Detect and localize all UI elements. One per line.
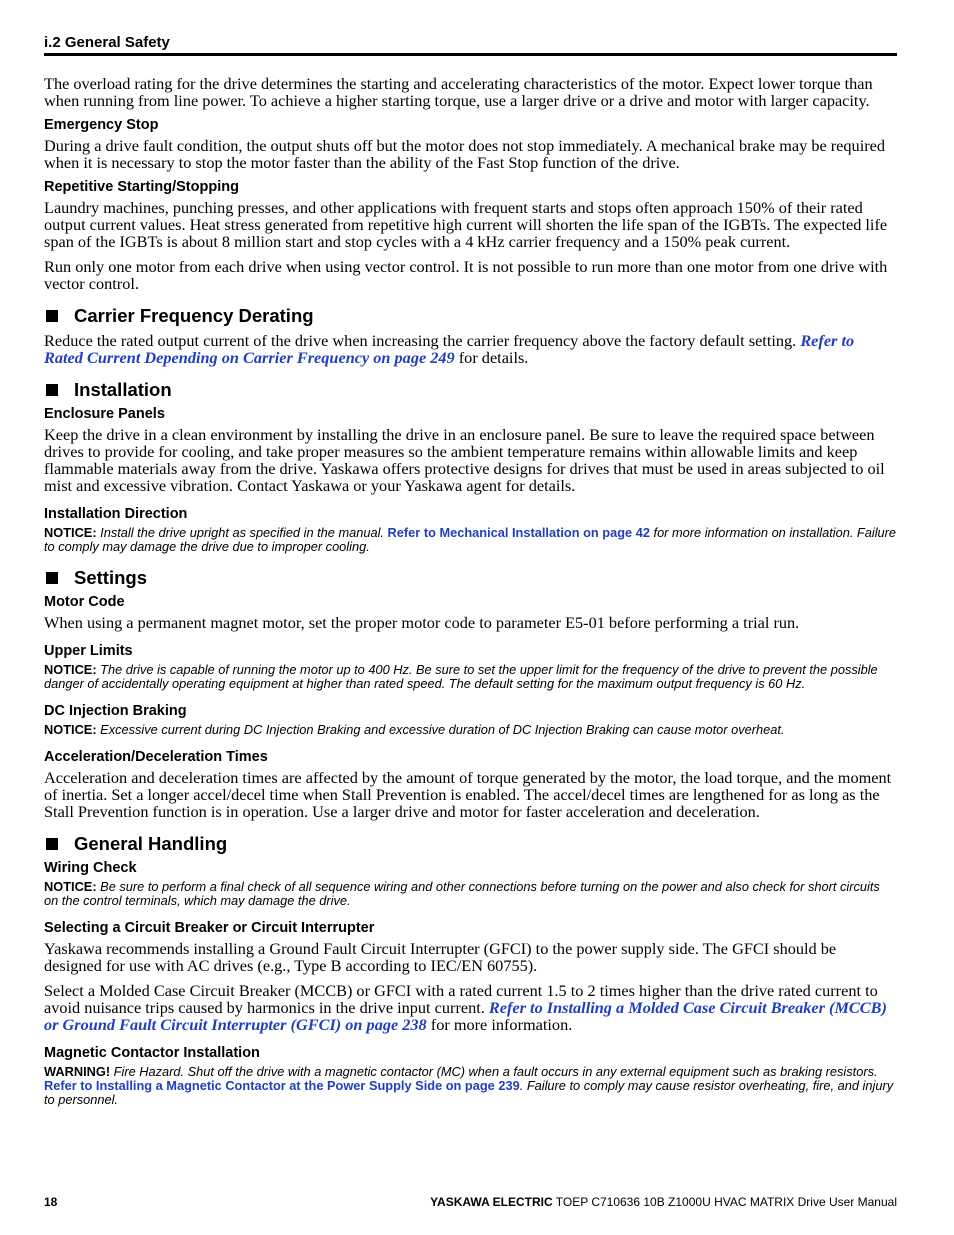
upper-limits-notice: [44, 663, 897, 691]
wiring-check-heading: Wiring Check: [44, 860, 137, 876]
general-handling-heading: [44, 833, 897, 855]
repetitive-heading: Repetitive Starting/Stopping: [44, 179, 239, 195]
wiring-check-notice: [44, 880, 897, 908]
manual-name: TOEP C710636 10B Z1000U HVAC MATRIX Drive User Manual: [552, 1195, 897, 1209]
repetitive-paragraph-2: Run only one motor from each drive when using vector control. It is not possible to run more than one motor from one drive with vector control.: [44, 257, 888, 293]
breaker-text: Select a Molded Case Circuit Breaker (MCCB) or GFCI with a rated current 1.5 to 2 times higher than the drive rated current to avoid nuisance trips caused by harmonics in the drive input current.: [44, 981, 878, 1017]
emergency-stop-heading: Emergency Stop: [44, 117, 159, 133]
page-number: 18: [44, 1195, 58, 1209]
motor-code-heading: Motor Code: [44, 594, 125, 610]
notice-label: NOTICE:: [44, 722, 97, 737]
carrier-frequency-heading: [44, 305, 897, 327]
mechanical-installation-link[interactable]: Refer to Mechanical Installation on page 42: [387, 525, 650, 540]
notice-text-end: for more information on installation. Failure to comply may damage the drive due to improper cooling.: [44, 525, 897, 554]
dc-injection-notice: [44, 723, 897, 737]
settings-title: Settings: [74, 567, 147, 588]
settings-heading: [44, 567, 897, 589]
notice-text: The drive is capable of running the motor up to 400 Hz. Be sure to set the upper limit for the frequency of the drive to prevent the possible danger of accidentally operating equipment at higher than rated speed. The default setting for the maximum output frequency is 60 Hz.: [44, 662, 878, 691]
upper-limits-heading: Upper Limits: [44, 643, 133, 659]
mccb-gfci-link[interactable]: Refer to Installing a Molded Case Circuit Breaker (MCCB) or Ground Fault Circuit Interrupter (GFCI) on page 238: [44, 998, 887, 1034]
emergency-stop-paragraph: During a drive fault condition, the output shuts off but the motor does not stop immediately. A mechanical brake may be required when it is necessary to stop the motor faster than the ability of the Fast Stop function of the drive.: [44, 136, 886, 172]
carrier-frequency-title: Carrier Frequency Derating: [74, 305, 314, 326]
magnetic-contactor-link[interactable]: Refer to Installing a Magnetic Contactor at the Power Supply Side on page 239: [44, 1078, 520, 1093]
breaker-text-end: for more information.: [426, 1015, 573, 1034]
repetitive-paragraph-1: Laundry machines, punching presses, and other applications with frequent starts and stops often approach 150% of their rated output current values. Heat stress generated from repetitive high current will shorten the life span of the IGBTs. The expected life span of the IGBTs is about 8 million start and stop cycles with a 4 kHz carrier frequency and a 150% peak current.: [44, 198, 888, 251]
carrier-link[interactable]: Refer to Rated Current Depending on Carrier Frequency on page 249: [44, 331, 855, 367]
square-bullet-icon: [46, 310, 58, 322]
page-content: [44, 75, 897, 1111]
warning-text-end: . Failure to comply may cause resistor overheating, fire, and injury to personnel.: [44, 1078, 894, 1107]
notice-text: Install the drive upright as specified in the manual.: [96, 525, 388, 540]
dc-injection-heading: DC Injection Braking: [44, 703, 187, 719]
enclosure-heading: Enclosure Panels: [44, 406, 165, 422]
circuit-breaker-heading: Selecting a Circuit Breaker or Circuit Interrupter: [44, 920, 375, 936]
notice-label: NOTICE:: [44, 525, 97, 540]
accel-decel-heading: Acceleration/Deceleration Times: [44, 749, 268, 765]
circuit-breaker-paragraph-1: Yaskawa recommends installing a Ground Fault Circuit Interrupter (GFCI) to the power supply side. The GFCI should be designed for use with AC drives (e.g., Type B according to IEC/EN 60755).: [44, 939, 837, 975]
warning-label: WARNING!: [44, 1064, 111, 1079]
accel-decel-paragraph: Acceleration and deceleration times are affected by the amount of torque generated by the motor, the load torque, and the moment of inertia. Set a longer accel/decel time when Stall Prevention is enabled. The accel/decel times are lengthened for as long as the Stall Prevention function is in operation. Use a larger drive and motor for faster acceleration and deceleration.: [44, 768, 892, 821]
general-handling-title: General Handling: [74, 833, 228, 854]
intro-paragraph: The overload rating for the drive determines the starting and accelerating characteristics of the motor. Expect lower torque than when running from line power. To achieve a higher starting torque, use a larger drive or a drive and motor with larger capacity.: [44, 74, 873, 110]
square-bullet-icon: [46, 384, 58, 396]
manual-title: [430, 1195, 897, 1209]
circuit-breaker-paragraph-2: [44, 982, 897, 1033]
carrier-paragraph: [44, 332, 897, 366]
installation-title: Installation: [74, 379, 172, 400]
notice-label: NOTICE:: [44, 879, 97, 894]
notice-text: Be sure to perform a final check of all sequence wiring and other connections before turning on the power and also check for short circuits on the control terminals, which may damage the drive.: [44, 879, 880, 908]
magnetic-contactor-heading: Magnetic Contactor Installation: [44, 1045, 260, 1061]
installation-direction-heading: Installation Direction: [44, 506, 188, 522]
warning-text: Fire Hazard. Shut off the drive with a magnetic contactor (MC) when a fault occurs in any external equipment such as braking resistors.: [110, 1064, 878, 1079]
notice-text: Excessive current during DC Injection Braking and excessive duration of DC Injection Braking can cause motor overheat.: [96, 722, 785, 737]
carrier-text: Reduce the rated output current of the drive when increasing the carrier frequency above the factory default setting.: [44, 331, 801, 350]
notice-label: NOTICE:: [44, 662, 97, 677]
carrier-text-end: for details.: [454, 348, 529, 367]
installation-direction-notice: [44, 526, 897, 554]
motor-code-paragraph: When using a permanent magnet motor, set the proper motor code to parameter E5-01 before performing a trial run.: [44, 613, 800, 632]
magnetic-contactor-warning: [44, 1065, 897, 1107]
square-bullet-icon: [46, 572, 58, 584]
enclosure-paragraph: Keep the drive in a clean environment by installing the drive in an enclosure panel. Be sure to leave the required space between drives to provide for cooling, and take proper measures so the ambient temperature remains within allowable limits and keep flammable materials away from the drive. Yaskawa offers protective designs for drives that must be used in areas subjected to oil mist and excessive vibration. Contact Yaskawa or your Yaskawa agent for details.: [44, 425, 885, 495]
installation-heading: [44, 379, 897, 401]
brand-name: YASKAWA ELECTRIC: [430, 1195, 553, 1209]
section-header: i.2 General Safety: [44, 34, 897, 56]
square-bullet-icon: [46, 838, 58, 850]
